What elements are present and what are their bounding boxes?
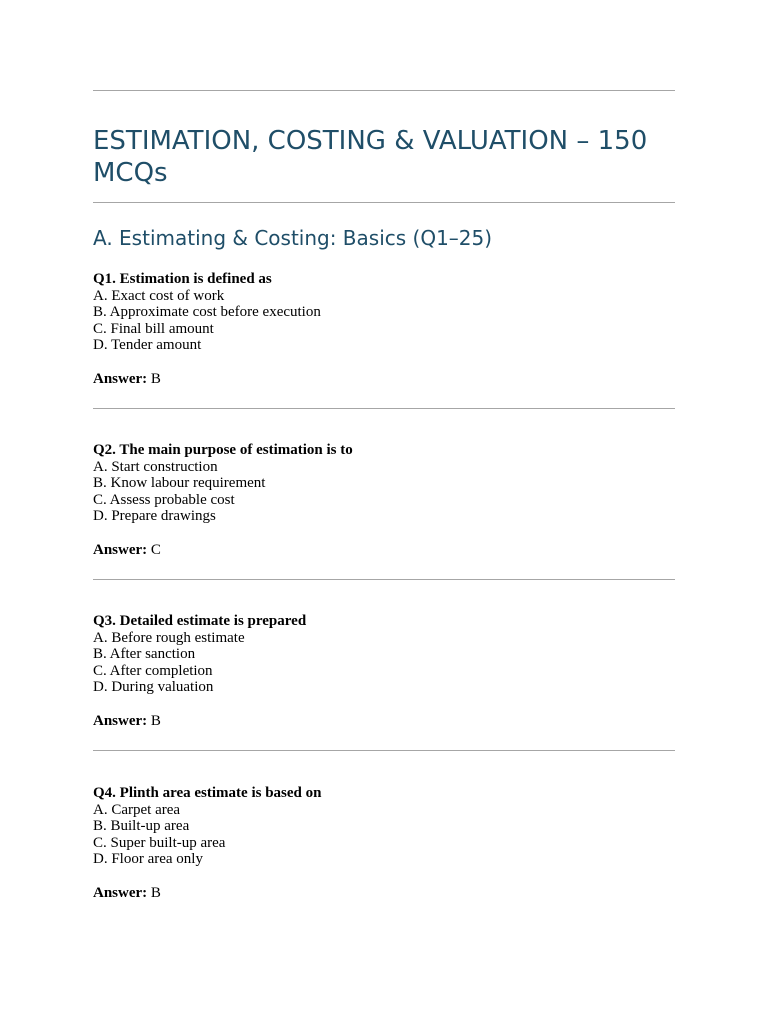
document-title: ESTIMATION, COSTING & VALUATION – 150 MCQs (93, 126, 648, 188)
answer-label: Answer: (93, 712, 148, 729)
question-block-2 (93, 442, 675, 559)
option-c: C. Assess probable cost (93, 491, 235, 508)
answer-line (93, 542, 675, 559)
option-b: B. Built-up area (93, 818, 190, 835)
option-b: B. After sanction (93, 646, 196, 663)
answer-value: B (150, 370, 161, 387)
answer-label: Answer: (93, 541, 148, 558)
option-a: A. Exact cost of work (93, 287, 225, 304)
option-c: C. After completion (93, 662, 213, 679)
answer-line (93, 885, 675, 902)
option-a: A. Before rough estimate (93, 629, 245, 646)
option-d: D. Tender amount (93, 337, 202, 354)
answer-label: Answer: (93, 884, 148, 901)
title-divider (93, 202, 675, 203)
question-text: Q4. Plinth area estimate is based on (93, 785, 322, 801)
answer-line (93, 713, 675, 730)
answer-line (93, 371, 675, 388)
question-divider-1 (93, 408, 675, 409)
option-a: A. Start construction (93, 458, 218, 475)
option-d: D. Prepare drawings (93, 508, 216, 525)
option-a: A. Carpet area (93, 801, 181, 818)
answer-value: B (150, 712, 161, 729)
question-text: Q2. The main purpose of estimation is to (93, 442, 353, 458)
question-divider-2 (93, 579, 675, 580)
option-c: C. Super built-up area (93, 834, 226, 851)
answer-value: C (150, 541, 161, 558)
question-block-3 (93, 613, 675, 730)
question-text: Q1. Estimation is defined as (93, 271, 272, 287)
option-d: D. Floor area only (93, 851, 203, 868)
answer-label: Answer: (93, 370, 148, 387)
question-text: Q3. Detailed estimate is prepared (93, 613, 307, 629)
question-block-1 (93, 271, 675, 388)
question-block-4 (93, 785, 675, 902)
option-b: B. Know labour requirement (93, 475, 266, 492)
option-b: B. Approximate cost before execution (93, 304, 321, 321)
option-d: D. During valuation (93, 679, 214, 696)
section-heading: A. Estimating & Costing: Basics (Q1–25) (93, 226, 493, 250)
option-c: C. Final bill amount (93, 320, 214, 337)
question-divider-3 (93, 750, 675, 751)
answer-value: B (150, 884, 161, 901)
top-divider (93, 90, 675, 91)
